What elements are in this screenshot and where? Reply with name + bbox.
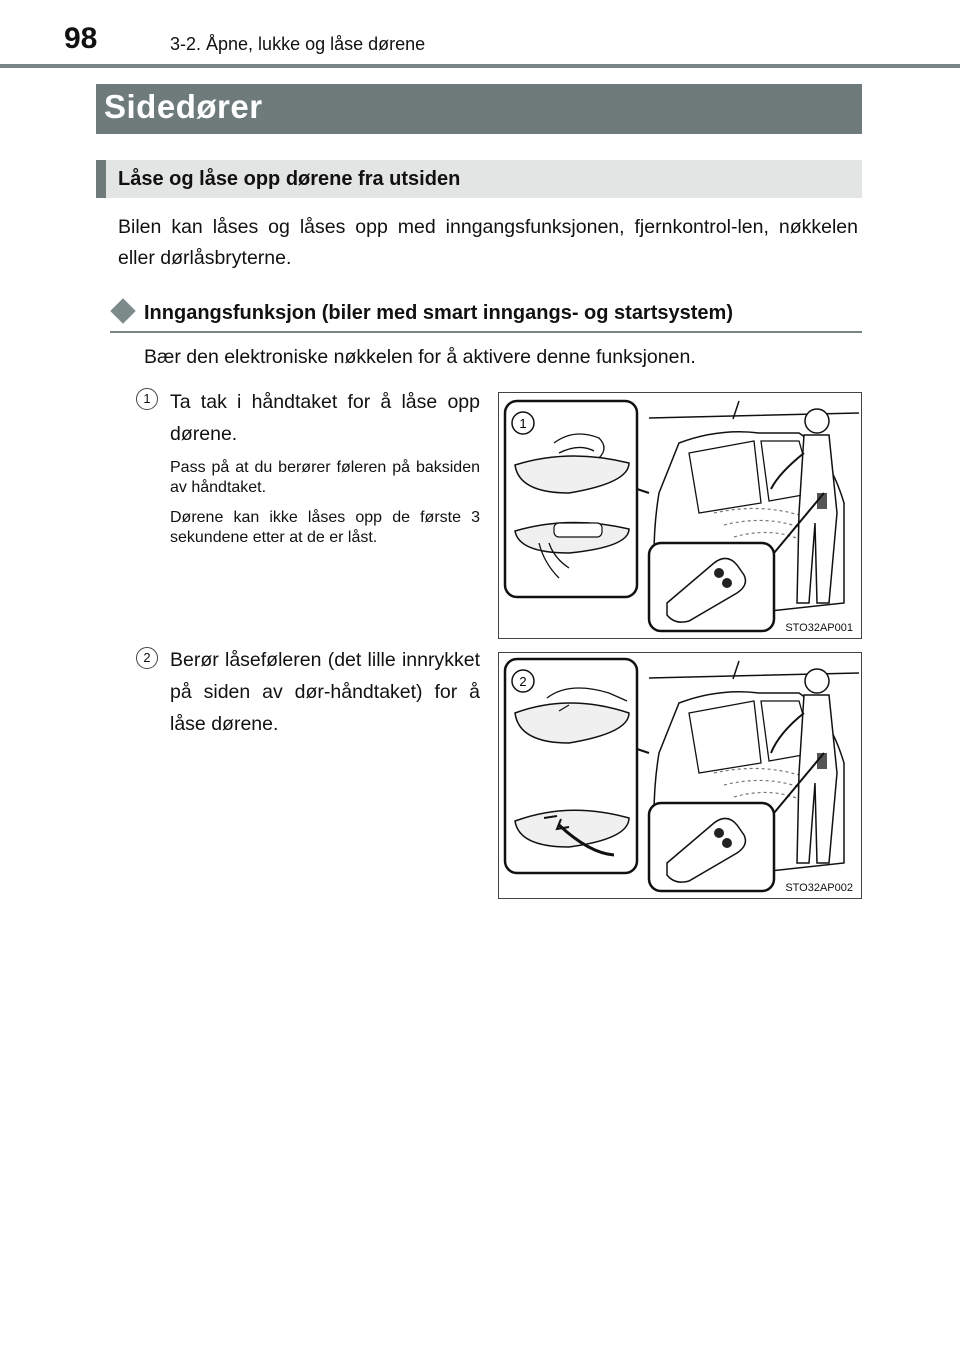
entry-function-rule — [110, 331, 862, 333]
entry-function-title: Inngangsfunksjon (biler med smart inngangs- og startsystem) — [144, 302, 733, 324]
page-number: 98 — [64, 22, 98, 55]
unlock-illustration — [499, 393, 861, 638]
step-1-badge: 1 — [136, 388, 158, 410]
figure-unlock-grip-handle — [498, 392, 862, 639]
breadcrumb: 3-2. Åpne, lukke og låse dørene — [170, 34, 426, 54]
step-2-text: Berør låseføleren (det lille innrykket på siden av dør-håndtaket) for å låse dørene. — [170, 649, 480, 735]
figure-1-callout: 1 — [519, 416, 527, 431]
section-title: Sidedører — [104, 88, 263, 125]
subsection-accent — [96, 160, 106, 198]
figure-lock-touch-sensor — [498, 652, 862, 899]
figure-2-callout: 2 — [519, 674, 527, 689]
subsection-title: Låse og låse opp dørene fra utsiden — [118, 168, 461, 190]
step-2-badge: 2 — [136, 647, 158, 669]
step-1-note-delay: Dørene kan ikke låses opp de første 3 sekundene etter at de er låst. — [170, 509, 480, 546]
figure-code-2: STO32AP002 — [785, 882, 853, 894]
figure-code-1: STO32AP001 — [785, 622, 853, 634]
step-1-note-sensor: Pass på at du berører føleren på baksiden av håndtaket. — [170, 459, 480, 496]
header-rule — [0, 64, 960, 68]
step-1-text: Ta tak i håndtaket for å låse opp dørene. — [170, 391, 480, 445]
carry-key-text: Bær den elektroniske nøkkelen for å aktivere denne funksjonen. — [144, 346, 696, 368]
diamond-bullet-icon — [110, 298, 135, 323]
lock-illustration — [499, 653, 861, 898]
intro-paragraph: Bilen kan låses og låses opp med inngangsfunksjonen, fjernkontrol-len, nøkkelen eller dørlåsbryterne. — [118, 216, 858, 269]
